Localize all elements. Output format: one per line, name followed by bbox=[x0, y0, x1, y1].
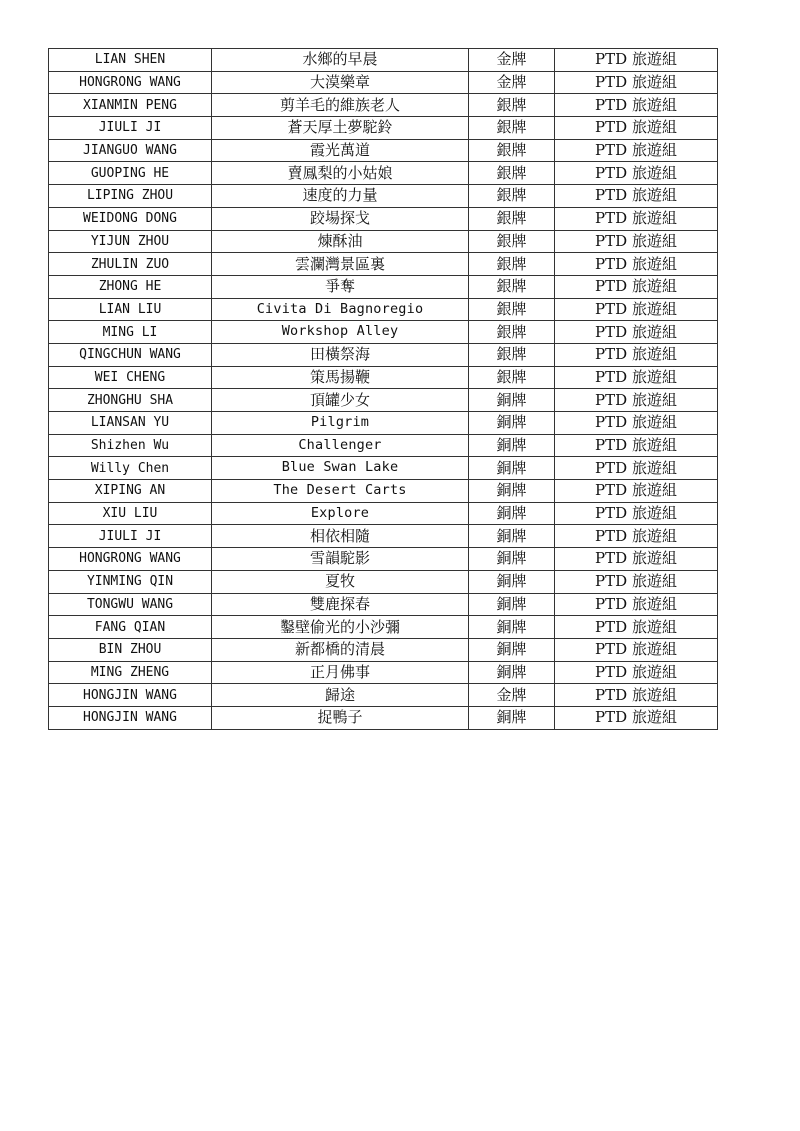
work-title-cell: Civita Di Bagnoregio bbox=[212, 298, 469, 321]
work-title-cell: 賣鳳梨的小姑娘 bbox=[212, 162, 469, 185]
table-row bbox=[49, 162, 718, 185]
work-title-cell: 爭奪 bbox=[212, 275, 469, 298]
photographer-name-cell: LIAN SHEN bbox=[49, 49, 212, 72]
table-row bbox=[49, 684, 718, 707]
photographer-name-cell: LIAN LIU bbox=[49, 298, 212, 321]
table-row bbox=[49, 525, 718, 548]
photographer-name-cell: JIULI JI bbox=[49, 117, 212, 140]
table-row bbox=[49, 593, 718, 616]
table-row bbox=[49, 412, 718, 435]
work-title-cell: 煉酥油 bbox=[212, 230, 469, 253]
work-title-cell: 雙鹿探春 bbox=[212, 593, 469, 616]
category-cell: PTD 旅遊組 bbox=[555, 570, 718, 593]
table-row bbox=[49, 185, 718, 208]
photographer-name-cell: HONGJIN WANG bbox=[49, 706, 212, 729]
category-cell: PTD 旅遊組 bbox=[555, 275, 718, 298]
table-row bbox=[49, 638, 718, 661]
award-cell: 銀牌 bbox=[469, 139, 555, 162]
work-title-cell: Challenger bbox=[212, 434, 469, 457]
award-cell: 銅牌 bbox=[469, 638, 555, 661]
photographer-name-cell: LIPING ZHOU bbox=[49, 185, 212, 208]
table-row bbox=[49, 389, 718, 412]
table-row bbox=[49, 94, 718, 117]
work-title-cell: 雲瀾灣景區裏 bbox=[212, 253, 469, 276]
category-cell: PTD 旅遊組 bbox=[555, 366, 718, 389]
category-cell: PTD 旅遊組 bbox=[555, 71, 718, 94]
award-cell: 銅牌 bbox=[469, 706, 555, 729]
award-cell: 銀牌 bbox=[469, 298, 555, 321]
table-row bbox=[49, 343, 718, 366]
table-row bbox=[49, 548, 718, 571]
table-row bbox=[49, 230, 718, 253]
table-row bbox=[49, 139, 718, 162]
table-row bbox=[49, 706, 718, 729]
table-row bbox=[49, 253, 718, 276]
award-cell: 銅牌 bbox=[469, 389, 555, 412]
photographer-name-cell: JIULI JI bbox=[49, 525, 212, 548]
work-title-cell: 正月佛事 bbox=[212, 661, 469, 684]
category-cell: PTD 旅遊組 bbox=[555, 389, 718, 412]
work-title-cell: 田橫祭海 bbox=[212, 343, 469, 366]
work-title-cell: 速度的力量 bbox=[212, 185, 469, 208]
award-cell: 銀牌 bbox=[469, 117, 555, 140]
photographer-name-cell: FANG QIAN bbox=[49, 616, 212, 639]
work-title-cell: Explore bbox=[212, 502, 469, 525]
photographer-name-cell: WEIDONG DONG bbox=[49, 207, 212, 230]
category-cell: PTD 旅遊組 bbox=[555, 117, 718, 140]
category-cell: PTD 旅遊組 bbox=[555, 661, 718, 684]
award-cell: 金牌 bbox=[469, 684, 555, 707]
photographer-name-cell: XIU LIU bbox=[49, 502, 212, 525]
work-title-cell: 夏牧 bbox=[212, 570, 469, 593]
work-title-cell: 跤場探戈 bbox=[212, 207, 469, 230]
award-cell: 銀牌 bbox=[469, 94, 555, 117]
award-cell: 銀牌 bbox=[469, 275, 555, 298]
table-row bbox=[49, 71, 718, 94]
category-cell: PTD 旅遊組 bbox=[555, 139, 718, 162]
photographer-name-cell: ZHONGHU SHA bbox=[49, 389, 212, 412]
table-row bbox=[49, 502, 718, 525]
photographer-name-cell: ZHONG HE bbox=[49, 275, 212, 298]
category-cell: PTD 旅遊組 bbox=[555, 616, 718, 639]
work-title-cell: 鑿壁偷光的小沙彌 bbox=[212, 616, 469, 639]
work-title-cell: 蒼天厚土夢駝鈴 bbox=[212, 117, 469, 140]
category-cell: PTD 旅遊組 bbox=[555, 253, 718, 276]
category-cell: PTD 旅遊組 bbox=[555, 434, 718, 457]
table-row bbox=[49, 321, 718, 344]
award-cell: 銅牌 bbox=[469, 412, 555, 435]
award-cell: 金牌 bbox=[469, 49, 555, 72]
award-cell: 銅牌 bbox=[469, 570, 555, 593]
work-title-cell: Pilgrim bbox=[212, 412, 469, 435]
photographer-name-cell: XIANMIN PENG bbox=[49, 94, 212, 117]
award-cell: 銅牌 bbox=[469, 502, 555, 525]
photographer-name-cell: MING ZHENG bbox=[49, 661, 212, 684]
award-cell: 銀牌 bbox=[469, 321, 555, 344]
award-cell: 銅牌 bbox=[469, 457, 555, 480]
photographer-name-cell: HONGJIN WANG bbox=[49, 684, 212, 707]
table-row bbox=[49, 570, 718, 593]
award-cell: 銅牌 bbox=[469, 434, 555, 457]
work-title-cell: 雪韻駝影 bbox=[212, 548, 469, 571]
award-cell: 銅牌 bbox=[469, 480, 555, 503]
photographer-name-cell: XIPING AN bbox=[49, 480, 212, 503]
award-cell: 銀牌 bbox=[469, 366, 555, 389]
award-cell: 銀牌 bbox=[469, 185, 555, 208]
photographer-name-cell: QINGCHUN WANG bbox=[49, 343, 212, 366]
table-row bbox=[49, 661, 718, 684]
award-cell: 金牌 bbox=[469, 71, 555, 94]
category-cell: PTD 旅遊組 bbox=[555, 525, 718, 548]
category-cell: PTD 旅遊組 bbox=[555, 412, 718, 435]
photographer-name-cell: HONGRONG WANG bbox=[49, 71, 212, 94]
table-row bbox=[49, 49, 718, 72]
work-title-cell: 頂罐少女 bbox=[212, 389, 469, 412]
photographer-name-cell: ZHULIN ZUO bbox=[49, 253, 212, 276]
category-cell: PTD 旅遊組 bbox=[555, 457, 718, 480]
work-title-cell: 捉鴨子 bbox=[212, 706, 469, 729]
category-cell: PTD 旅遊組 bbox=[555, 298, 718, 321]
work-title-cell: 大漠樂章 bbox=[212, 71, 469, 94]
award-cell: 銅牌 bbox=[469, 548, 555, 571]
award-cell: 銀牌 bbox=[469, 207, 555, 230]
work-title-cell: 歸途 bbox=[212, 684, 469, 707]
photographer-name-cell: TONGWU WANG bbox=[49, 593, 212, 616]
work-title-cell: 霞光萬道 bbox=[212, 139, 469, 162]
category-cell: PTD 旅遊組 bbox=[555, 321, 718, 344]
table-row bbox=[49, 207, 718, 230]
category-cell: PTD 旅遊組 bbox=[555, 548, 718, 571]
table-row bbox=[49, 275, 718, 298]
table-row bbox=[49, 117, 718, 140]
work-title-cell: Blue Swan Lake bbox=[212, 457, 469, 480]
table-row bbox=[49, 434, 718, 457]
photographer-name-cell: Shizhen Wu bbox=[49, 434, 212, 457]
photographer-name-cell: BIN ZHOU bbox=[49, 638, 212, 661]
work-title-cell: 策馬揚鞭 bbox=[212, 366, 469, 389]
photographer-name-cell: WEI CHENG bbox=[49, 366, 212, 389]
award-cell: 銅牌 bbox=[469, 661, 555, 684]
award-cell: 銅牌 bbox=[469, 616, 555, 639]
award-cell: 銅牌 bbox=[469, 593, 555, 616]
work-title-cell: The Desert Carts bbox=[212, 480, 469, 503]
photographer-name-cell: MING LI bbox=[49, 321, 212, 344]
category-cell: PTD 旅遊組 bbox=[555, 94, 718, 117]
category-cell: PTD 旅遊組 bbox=[555, 343, 718, 366]
table-row bbox=[49, 616, 718, 639]
work-title-cell: Workshop Alley bbox=[212, 321, 469, 344]
photographer-name-cell: JIANGUO WANG bbox=[49, 139, 212, 162]
table-row bbox=[49, 480, 718, 503]
award-cell: 銀牌 bbox=[469, 162, 555, 185]
award-cell: 銀牌 bbox=[469, 253, 555, 276]
category-cell: PTD 旅遊組 bbox=[555, 162, 718, 185]
photographer-name-cell: HONGRONG WANG bbox=[49, 548, 212, 571]
photographer-name-cell: LIANSAN YU bbox=[49, 412, 212, 435]
category-cell: PTD 旅遊組 bbox=[555, 230, 718, 253]
table-row bbox=[49, 366, 718, 389]
table-row bbox=[49, 457, 718, 480]
award-cell: 銅牌 bbox=[469, 525, 555, 548]
photographer-name-cell: YIJUN ZHOU bbox=[49, 230, 212, 253]
work-title-cell: 水鄉的早晨 bbox=[212, 49, 469, 72]
results-table bbox=[48, 48, 718, 730]
work-title-cell: 新都橋的清晨 bbox=[212, 638, 469, 661]
table-row bbox=[49, 298, 718, 321]
photographer-name-cell: YINMING QIN bbox=[49, 570, 212, 593]
award-cell: 銀牌 bbox=[469, 230, 555, 253]
table-body bbox=[49, 49, 718, 730]
work-title-cell: 相依相隨 bbox=[212, 525, 469, 548]
category-cell: PTD 旅遊組 bbox=[555, 638, 718, 661]
category-cell: PTD 旅遊組 bbox=[555, 684, 718, 707]
photographer-name-cell: Willy Chen bbox=[49, 457, 212, 480]
photographer-name-cell: GUOPING HE bbox=[49, 162, 212, 185]
category-cell: PTD 旅遊組 bbox=[555, 49, 718, 72]
category-cell: PTD 旅遊組 bbox=[555, 706, 718, 729]
category-cell: PTD 旅遊組 bbox=[555, 480, 718, 503]
award-cell: 銀牌 bbox=[469, 343, 555, 366]
category-cell: PTD 旅遊組 bbox=[555, 207, 718, 230]
category-cell: PTD 旅遊組 bbox=[555, 593, 718, 616]
work-title-cell: 剪羊毛的維族老人 bbox=[212, 94, 469, 117]
category-cell: PTD 旅遊組 bbox=[555, 502, 718, 525]
category-cell: PTD 旅遊組 bbox=[555, 185, 718, 208]
